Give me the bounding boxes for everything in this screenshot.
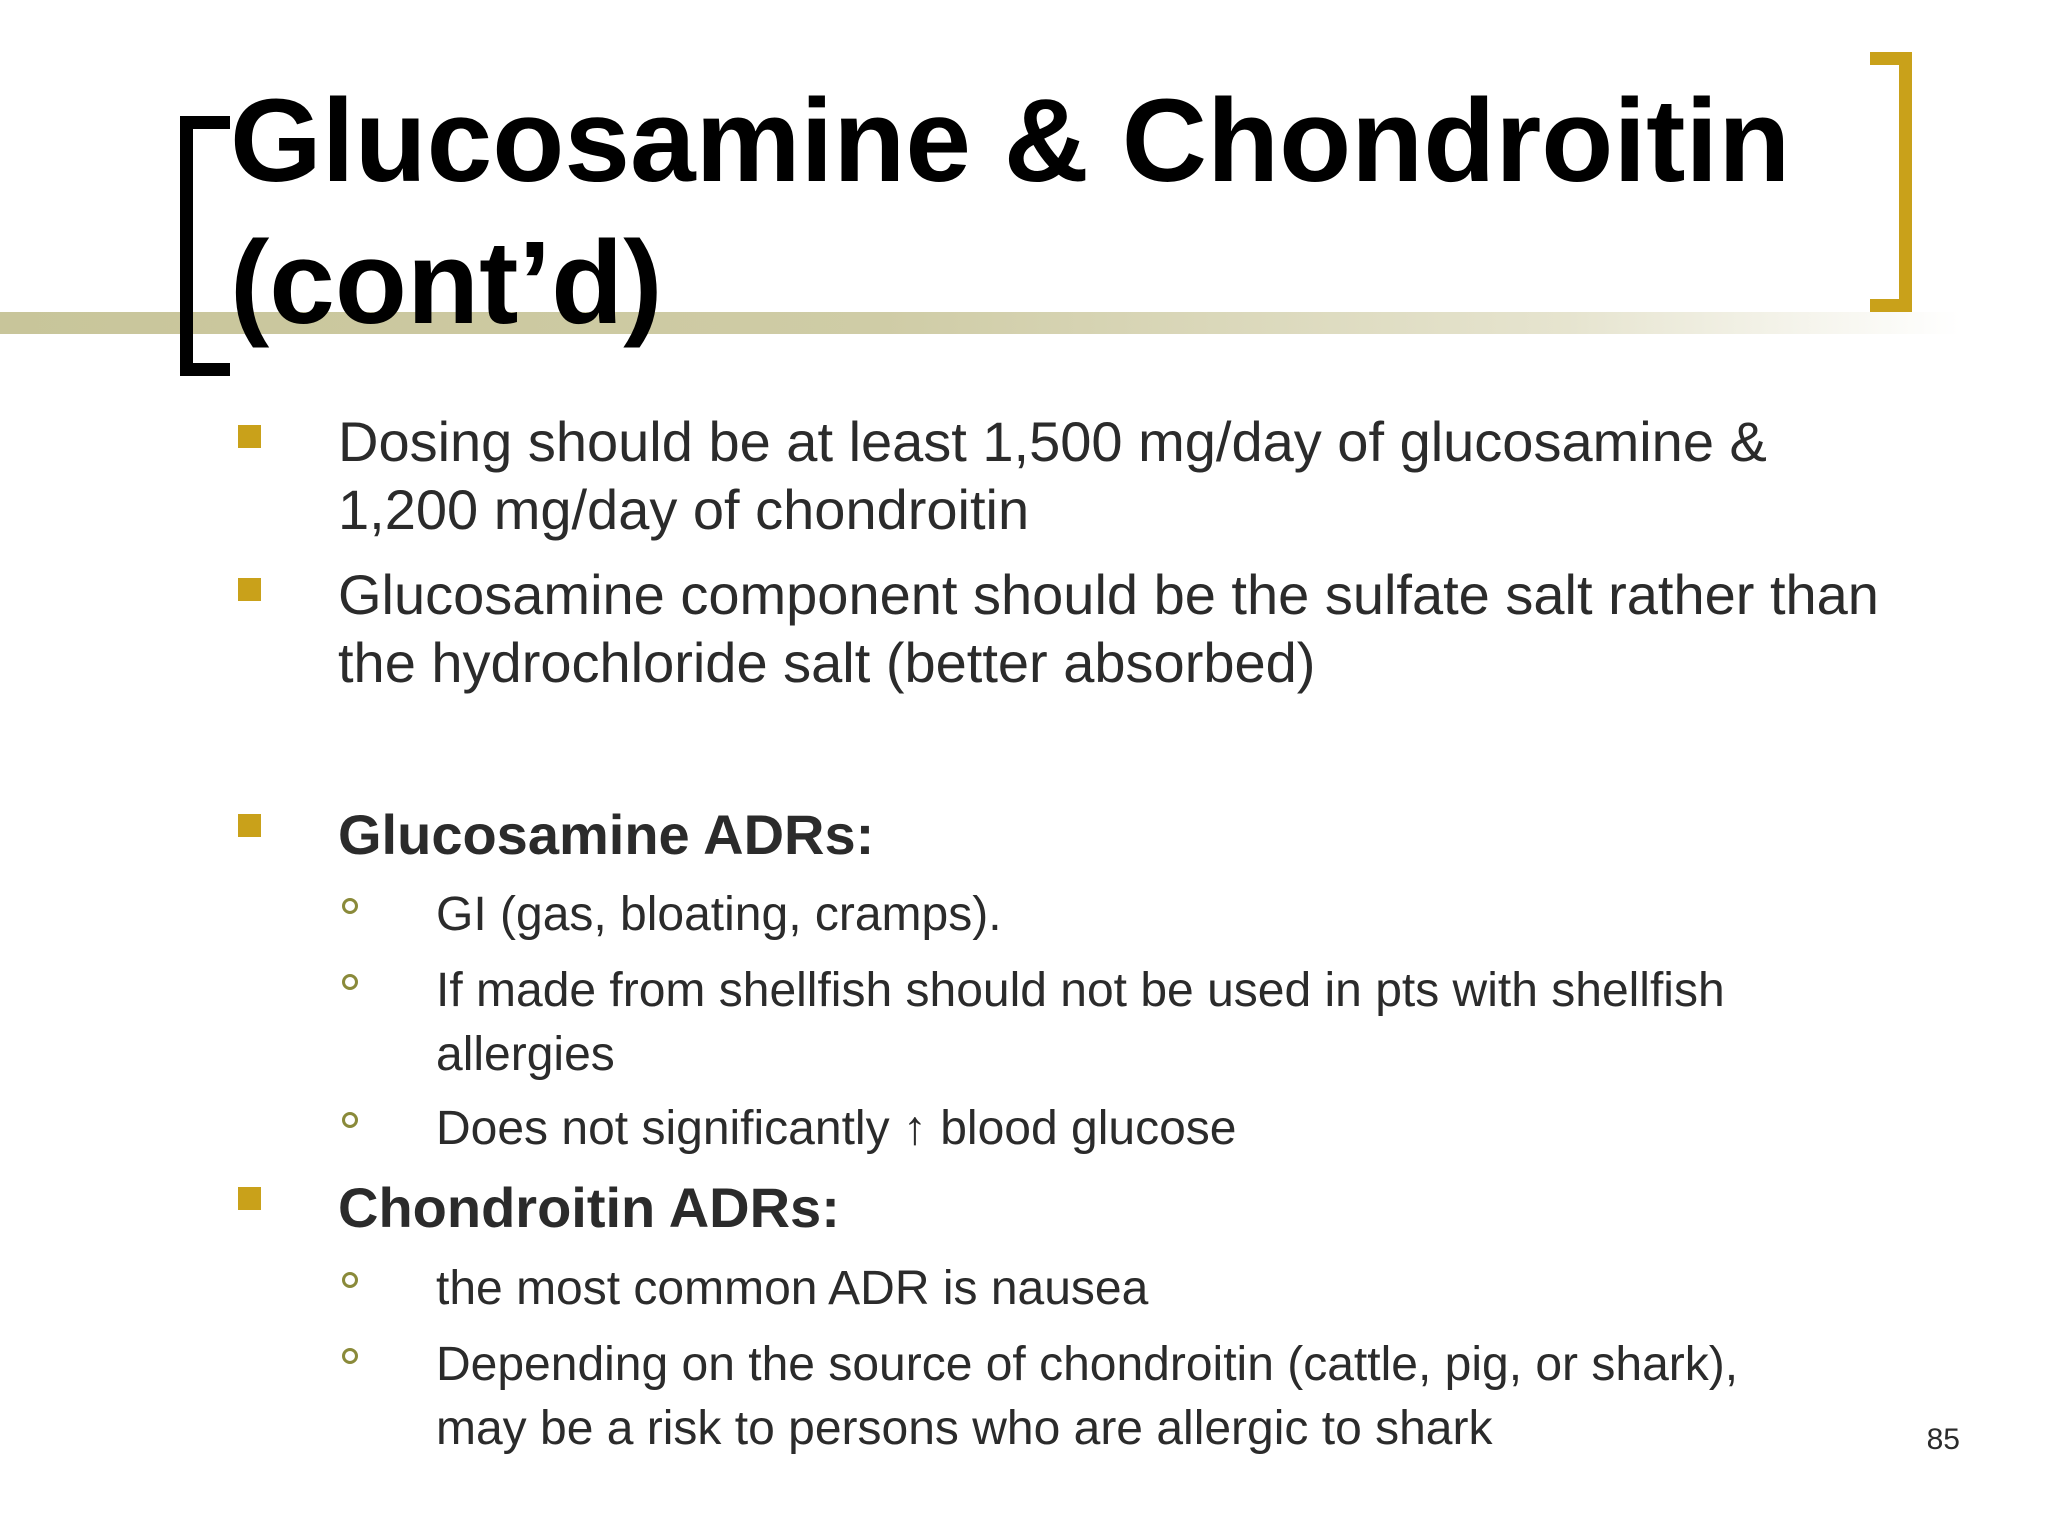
square-bullet-icon <box>238 578 261 601</box>
sub-bullet-text <box>436 959 1936 1087</box>
sub-bullet-text-line: If made from shellfish should not be used in pts with shellfish <box>436 964 1725 1017</box>
bullet-text-line: the hydrochloride salt (better absorbed) <box>338 631 1316 694</box>
bullet-text <box>338 408 1938 544</box>
circle-bullet-icon <box>342 974 358 990</box>
square-bullet-icon <box>238 425 261 448</box>
sub-bullet-text-line: may be a risk to persons who are allergic to shark <box>436 1402 1493 1455</box>
circle-bullet-icon <box>342 898 358 914</box>
bullet-text-line: Glucosamine component should be the sulfate salt rather than <box>338 563 1879 626</box>
sub-bullet-text: GI (gas, bloating, cramps). <box>436 888 1002 941</box>
bullet-text-line: 1,200 mg/day of chondroitin <box>338 478 1030 541</box>
square-bullet-icon <box>238 814 261 837</box>
sub-bullet-text-line: allergies <box>436 1028 615 1081</box>
slide-title-line-1: Glucosamine & Chondroitin <box>230 75 1791 207</box>
section-heading-chondroitin-adrs: Chondroitin ADRs: <box>338 1176 840 1239</box>
bullet-text-line: Dosing should be at least 1,500 mg/day of glucosamine & <box>338 410 1767 473</box>
circle-bullet-icon <box>342 1112 358 1128</box>
sub-bullet-text: Does not significantly ↑ blood glucose <box>436 1102 1237 1155</box>
page-number: 85 <box>1926 1423 1960 1456</box>
square-bullet-icon <box>238 1187 261 1210</box>
sub-bullet-text: the most common ADR is nausea <box>436 1262 1149 1315</box>
sub-bullet-text <box>436 1333 1936 1461</box>
slide-title-line-2: (cont’d) <box>230 217 663 349</box>
sub-bullet-text-line: Depending on the source of chondroitin (cattle, pig, or shark), <box>436 1338 1739 1391</box>
bullet-text <box>338 561 1938 697</box>
section-heading-glucosamine-adrs: Glucosamine ADRs: <box>338 803 875 866</box>
circle-bullet-icon <box>342 1272 358 1288</box>
circle-bullet-icon <box>342 1348 358 1364</box>
